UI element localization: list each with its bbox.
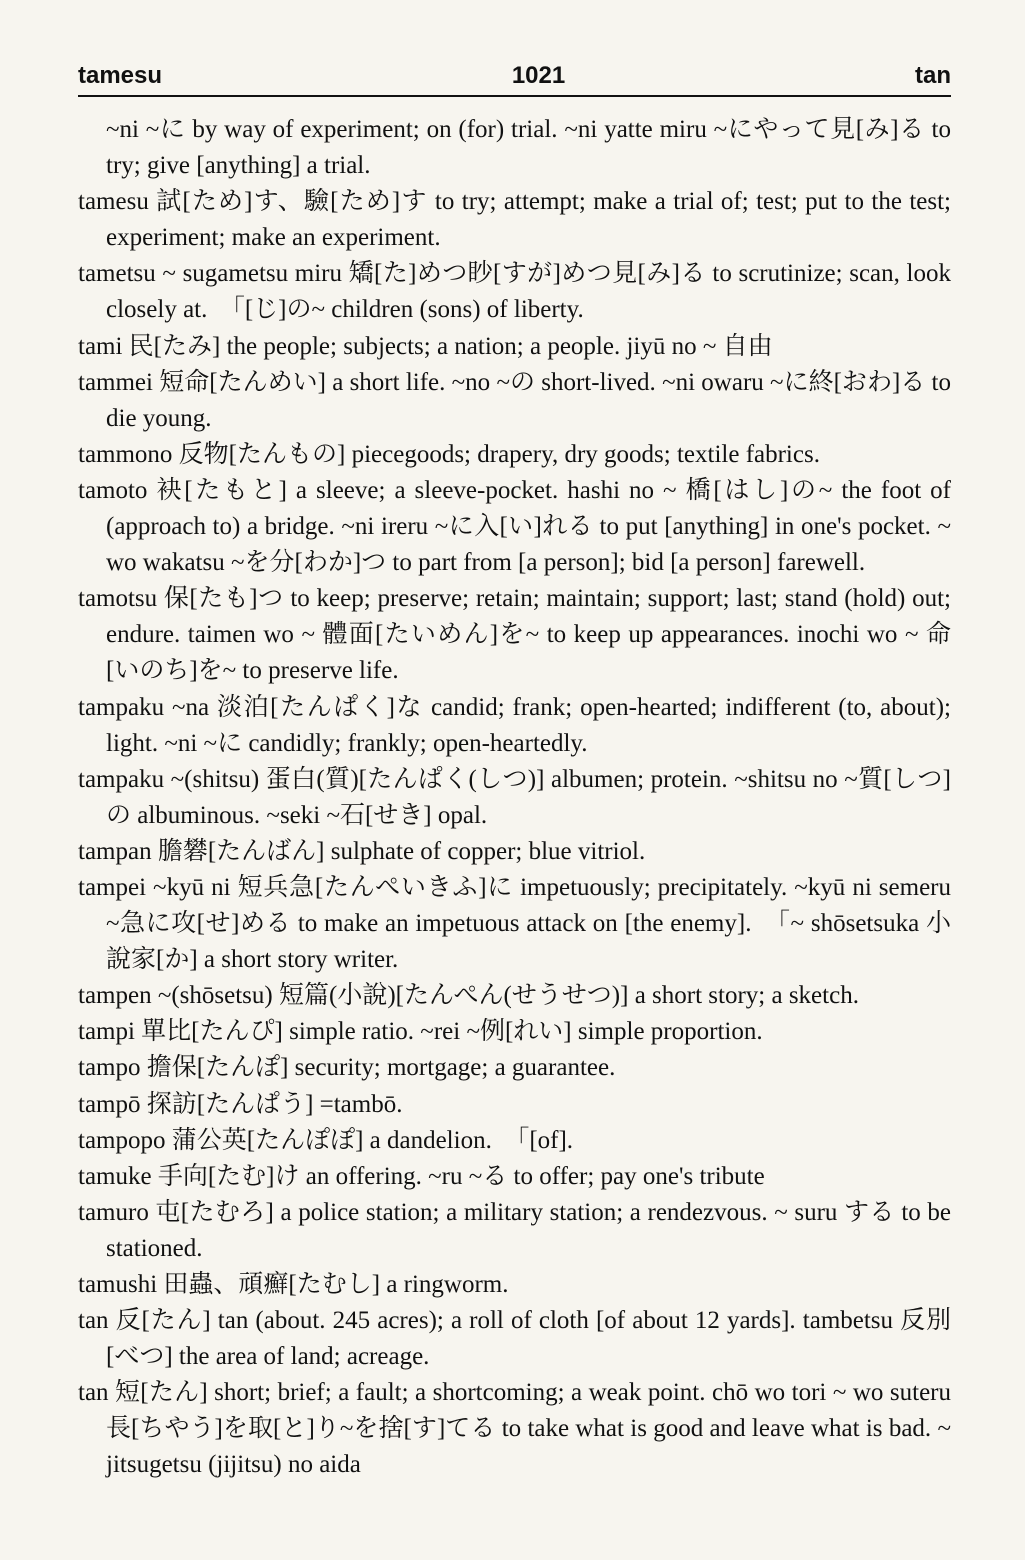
entry: tamotsu 保[たも]つ to keep; preserve; retain; maintain; support; last; stand (hold) out; endure. taimen wo ~ 體面[たいめん]を~ to keep up appearances. inochi wo ~ 命[いのち]を~ to preserve life.: [78, 585, 951, 685]
entry: tamuke 手向[たむ]け an offering. ~ru ~る to offer; pay one's tribute: [78, 1162, 765, 1190]
entry: ~ni ~に by way of experiment; on (for) trial. ~ni yatte miru ~にやって見[み]る to try; give [anything] a trial.: [106, 116, 951, 180]
entry: tampi 單比[たんぴ] simple ratio. ~rei ~例[れい] simple proportion.: [78, 1018, 763, 1046]
entry: tampan 膽礬[たんばん] sulphate of copper; blue vitriol.: [78, 837, 646, 865]
entry: tan 反[たん] tan (about. 245 acres); a roll of cloth [of about 12 yards]. tambetsu 反別[べつ] the area of land; acreage.: [78, 1307, 951, 1371]
entry: tamuro 屯[たむろ] a police station; a military station; a rendezvous. ~ suru する to be stationed.: [78, 1198, 951, 1262]
entry: tami 民[たみ] the people; subjects; a nation; a people. jiyū no ~ 自由: [78, 332, 773, 360]
entry: tampo 擔保[たんぽ] security; mortgage; a guarantee.: [78, 1054, 616, 1082]
header-rule: [78, 95, 951, 97]
page-header: [78, 56, 951, 96]
entry: tametsu ~ sugametsu miru 矯[た]めつ眇[すが]めつ見[み]る to scrutinize; scan, look closely at. 「[じ]の~ children (sons) of liberty.: [78, 260, 951, 324]
entry: tammei 短命[たんめい] a short life. ~no ~の short-lived. ~ni owaru ~に終[おわ]る to die young.: [78, 368, 951, 432]
dictionary-body: [78, 112, 951, 1484]
entry: tampō 探訪[たんぱう] =tambō.: [78, 1090, 403, 1118]
entry: tamushi 田蟲、頑癬[たむし] a ringworm.: [78, 1271, 509, 1298]
header-right-guide-word: tan: [915, 62, 951, 89]
entry: tammono 反物[たんもの] piecegoods; drapery, dry goods; textile fabrics.: [78, 440, 820, 468]
entry: tampei ~kyū ni 短兵急[たんぺいきふ]に impetuously; precipitately. ~kyū ni semeru ~急に攻[せ]める to make an impetuous attack on [the enemy]. 「~ shōsetsuka 小說家[か] a short story writer.: [78, 873, 951, 974]
page-number: 1021: [511, 62, 566, 89]
entry: tamoto 袂[たもと] a sleeve; a sleeve-pocket. hashi no ~ 橋[はし]の~ the foot of (approach to) a bridge. ~ni ireru ~に入[い]れる to put [anything] in one's pocket. ~ wo wakatsu ~を分[わか]つ to part from [a person]; bid [a person] farewell.: [78, 476, 951, 577]
entry: tampaku ~na 淡泊[たんぱく]な candid; frank; open-hearted; indifferent (to, about); light. ~ni ~に candidly; frankly; open-heartedly.: [78, 693, 951, 757]
entry: tamesu 試[ため]す、驗[ため]す to try; attempt; make a trial of; test; put to the test; experiment; make an experiment.: [78, 188, 951, 252]
entry: tampopo 蒲公英[たんぽぽ] a dandelion. 「[of].: [78, 1126, 574, 1154]
entry: tampaku ~(shitsu) 蛋白(質)[たんぱく(しつ)] albumen; protein. ~shitsu no ~質[しつ]の albuminous. ~seki ~石[せき] opal.: [78, 765, 951, 829]
header-left-guide-word: tamesu: [78, 62, 163, 89]
entry: tan 短[たん] short; brief; a fault; a shortcoming; a weak point. chō wo tori ~ wo suteru 長[ちやう]を取[と]り~を捨[す]てる to take what is good and leave what is bad. ~ jitsugetsu (jijitsu) no aida: [78, 1379, 951, 1479]
entry: tampen ~(shōsetsu) 短篇(小說)[たんぺん(せうせつ)] a short story; a sketch.: [78, 982, 859, 1010]
